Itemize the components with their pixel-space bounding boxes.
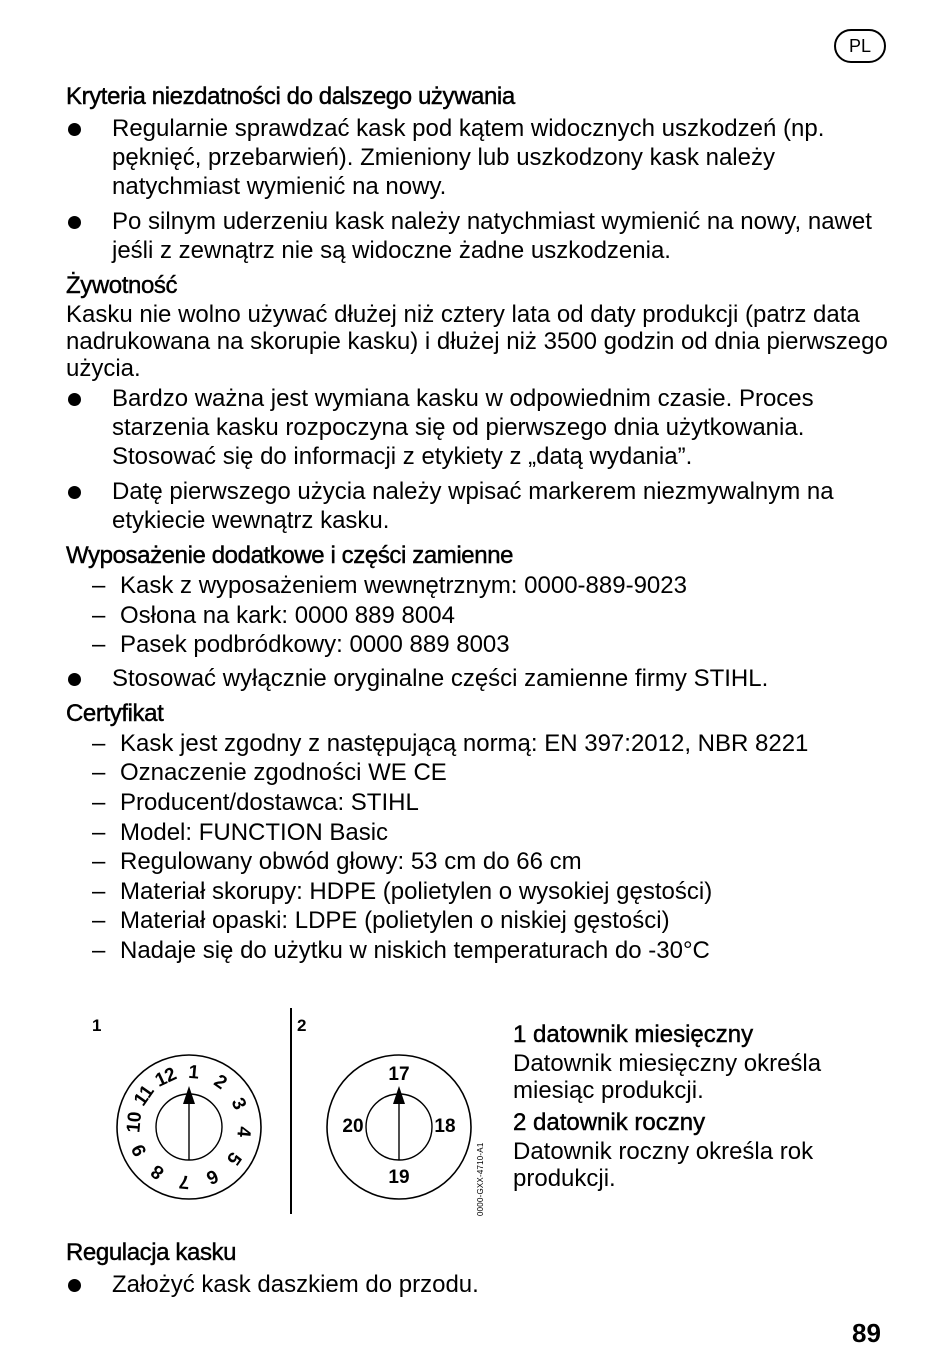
list-item: – Kask jest zgodny z następującą normą: EN 397:2012, NBR 8221	[92, 729, 809, 757]
list-item: – Osłona na kark: 0000 889 8004	[92, 601, 455, 629]
list-item	[66, 477, 896, 535]
month-number-9: 9	[127, 1140, 152, 1160]
figure-label-1: 1	[92, 1016, 102, 1035]
lifetime-heading: Żywotność	[66, 272, 178, 299]
legend-title-1: 1 datownik miesięczny	[513, 1021, 754, 1048]
year-20: 20	[342, 1116, 364, 1138]
main-content	[66, 82, 896, 966]
figure-legend	[513, 1020, 893, 1196]
year-18: 18	[434, 1116, 456, 1138]
list-item: – Kask z wyposażeniem wewnętrznym: 0000-889-9023	[92, 572, 687, 599]
year-dial	[320, 1048, 478, 1206]
month-number-6: 6	[202, 1164, 222, 1189]
month-number-5: 5	[221, 1147, 246, 1169]
list-item: – Oznaczenie zgodności WE CE	[92, 759, 447, 787]
accessories-heading: Wyposażenie dodatkowe i części zamienne	[66, 542, 514, 569]
month-number-4: 4	[232, 1125, 255, 1138]
bullet-dot	[68, 216, 81, 229]
list-item: – Regulowany obwód głowy: 53 cm do 66 cm	[92, 848, 582, 876]
criteria-heading: Kryteria niezdatności do dalszego używania	[66, 83, 515, 110]
accessory-item-2: Osłona na kark: 0000 889 8004	[120, 601, 455, 629]
list-item: – Materiał skorupy: HDPE (polietylen o wysokiej gęstości)	[92, 877, 713, 905]
legend-title-2: 2 datownik roczny	[513, 1109, 706, 1136]
month-number-10: 10	[123, 1110, 147, 1134]
certificate-item-7: Materiał opaski: LDPE (polietylen o niskiej gęstości)	[120, 907, 670, 935]
certificate-item-2: Oznaczenie zgodności WE CE	[120, 759, 447, 787]
accessory-item-3: Pasek podbródkowy: 0000 889 8003	[120, 631, 510, 659]
year-17: 17	[388, 1064, 410, 1086]
month-number-2: 2	[209, 1070, 231, 1095]
certificate-item-5: Regulowany obwód głowy: 53 cm do 66 cm	[120, 848, 582, 876]
bullet-dot	[68, 1279, 81, 1292]
list-item: – Producent/dostawca: STIHL	[92, 788, 419, 816]
list-item: – Nadaje się do użytku w niskich temperaturach do -30°C	[92, 936, 710, 964]
certificate-item-8: Nadaje się do użytku w niskich temperaturach do -30°C	[120, 936, 710, 964]
date-stamp-figure	[66, 1008, 896, 1218]
month-number-12: 12	[151, 1063, 181, 1092]
list-item: – Pasek podbródkowy: 0000 889 8003	[92, 631, 510, 659]
year-19: 19	[388, 1167, 410, 1189]
lifetime-paragraph: Kasku nie wolno używać dłużej niż cztery lata od daty produkcji (patrz data nadrukowana na skorupie kasku) i dłużej niż 3500 godzin od dnia pierwszego użycia.	[66, 301, 888, 382]
bullet-dot	[68, 486, 81, 499]
list-item	[66, 664, 896, 693]
certificate-item-6: Materiał skorupy: HDPE (polietylen o wysokiej gęstości)	[120, 877, 713, 905]
month-number-8: 8	[147, 1159, 169, 1184]
certificate-item-1: Kask jest zgodny z następującą normą: EN 397:2012, NBR 8221	[120, 729, 809, 757]
page-number: 89	[852, 1318, 881, 1348]
criteria-bullet-2: Po silnym uderzeniu kask należy natychmiast wymienić na nowy, nawet jeśli z zewnątrz nie są widoczne żadne uszkodzenia.	[112, 208, 872, 264]
certificate-item-4: Model: FUNCTION Basic	[120, 818, 389, 846]
month-number-3: 3	[226, 1094, 251, 1114]
list-item: – Model: FUNCTION Basic	[92, 818, 389, 846]
bullet-dot	[68, 673, 81, 686]
adjustment-section	[66, 1238, 896, 1305]
month-dial	[110, 1048, 268, 1206]
list-item: – Materiał opaski: LDPE (polietylen o niskiej gęstości)	[92, 907, 670, 935]
bullet-dot	[68, 393, 81, 406]
accessory-item-1: Kask z wyposażeniem wewnętrznym: 0000-889-9023	[120, 572, 687, 599]
criteria-bullet-1: Regularnie sprawdzać kask pod kątem widocznych uszkodzeń (np. pęknięć, przebarwień). Zmieniony lub uszkodzony kask należy natychmiast wymienić na nowy.	[112, 115, 825, 200]
lifetime-bullet-1: Bardzo ważna jest wymiana kasku w odpowiednim czasie. Proces starzenia kasku rozpoczyna się od pierwszego dnia użytkowania. Stosować się do informacji z etykiety z „datą wydania”.	[112, 385, 814, 470]
list-item	[66, 384, 896, 471]
month-number-11: 11	[130, 1081, 159, 1110]
month-number-7: 7	[178, 1170, 191, 1193]
adjustment-bullet: Założyć kask daszkiem do przodu.	[112, 1271, 479, 1298]
accessories-bullet: Stosować wyłącznie oryginalne części zamienne firmy STIHL.	[112, 664, 769, 692]
figure-label-2: 2	[297, 1016, 307, 1035]
month-number-1: 1	[187, 1061, 200, 1084]
lifetime-bullet-2: Datę pierwszego użycia należy wpisać markerem niezmywalnym na etykiecie wewnątrz kasku.	[112, 478, 834, 534]
figure-code: 0000-GXX-4710-A1	[476, 1142, 485, 1216]
list-item	[66, 1270, 896, 1299]
language-badge: PL	[834, 29, 886, 63]
figure-divider	[290, 1008, 292, 1214]
legend-text-1: Datownik miesięczny określa miesiąc produkcji.	[513, 1050, 822, 1104]
certificate-heading: Certyfikat	[66, 699, 164, 727]
list-item	[66, 114, 896, 201]
list-item	[66, 207, 896, 265]
certificate-item-3: Producent/dostawca: STIHL	[120, 788, 419, 816]
bullet-dot	[68, 123, 81, 136]
adjustment-heading: Regulacja kasku	[66, 1239, 237, 1266]
legend-text-2: Datownik roczny określa rok produkcji.	[513, 1138, 814, 1192]
